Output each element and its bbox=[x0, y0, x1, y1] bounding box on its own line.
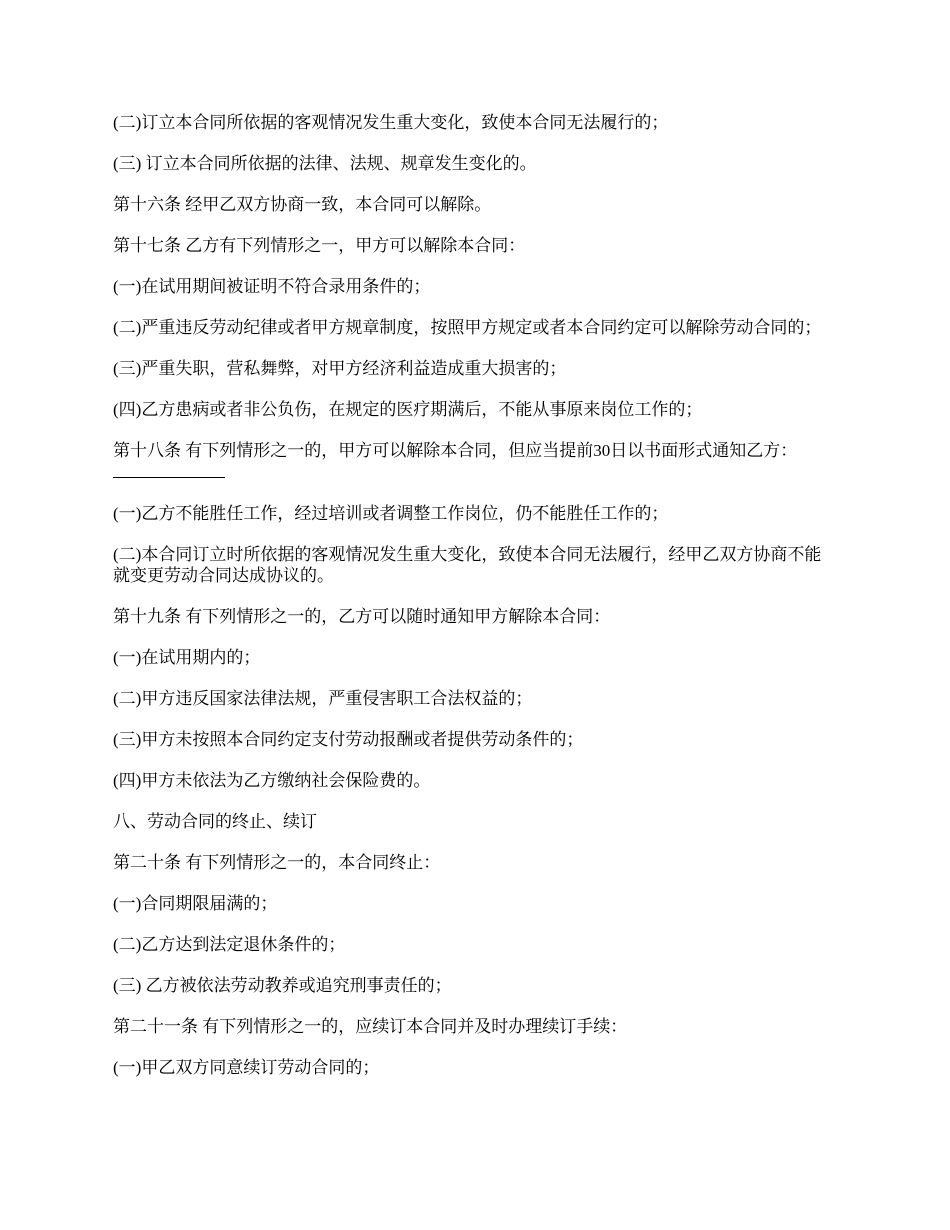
clause-paragraph: (二)严重违反劳动纪律或者甲方规章制度，按照甲方规定或者本合同约定可以解除劳动合同的； bbox=[113, 318, 822, 337]
article-19: 第十九条 有下列情形之一的，乙方可以随时通知甲方解除本合同： bbox=[113, 607, 611, 626]
clause-paragraph: (一)在试用期内的； bbox=[113, 648, 261, 667]
clause-paragraph: (三) 乙方被依法劳动教养或追究刑事责任的； bbox=[113, 976, 452, 995]
article-16: 第十六条 经甲乙双方协商一致，本合同可以解除。 bbox=[113, 195, 492, 214]
clause-paragraph: (二)本合同订立时所依据的客观情况发生重大变化，致使本合同无法履行，经甲乙双方协商不能就变更劳动合同达成协议的。 bbox=[113, 545, 822, 585]
clause-paragraph: (一)合同期限届满的； bbox=[113, 894, 278, 913]
clause-paragraph: (一)乙方不能胜任工作，经过培训或者调整工作岗位，仍不能胜任工作的； bbox=[113, 504, 669, 523]
fill-in-blank bbox=[113, 461, 225, 478]
clause-paragraph: (一)甲乙双方同意续订劳动合同的； bbox=[113, 1058, 380, 1077]
article-17: 第十七条 乙方有下列情形之一，甲方可以解除本合同： bbox=[113, 236, 526, 255]
clause-paragraph: (三) 订立本合同所依据的法律、法规、规章发生变化的。 bbox=[113, 154, 537, 173]
article-18 bbox=[113, 440, 838, 483]
article-18-text: 第十八条 有下列情形之一的，甲方可以解除本合同，但应当提前30日以书面形式通知乙方： bbox=[113, 441, 798, 460]
section-heading: 八、劳动合同的终止、续订 bbox=[113, 812, 317, 831]
clause-paragraph: (四)乙方患病或者非公负伤，在规定的医疗期满后，不能从事原来岗位工作的； bbox=[113, 400, 703, 419]
article-20: 第二十条 有下列情形之一的，本合同终止： bbox=[113, 853, 441, 872]
document-page bbox=[113, 112, 838, 1098]
clause-paragraph: (二)订立本合同所依据的客观情况发生重大变化，致使本合同无法履行的； bbox=[113, 113, 669, 132]
clause-paragraph: (三)严重失职，营私舞弊，对甲方经济利益造成重大损害的； bbox=[113, 359, 567, 378]
clause-paragraph: (三)甲方未按照本合同约定支付劳动报酬或者提供劳动条件的； bbox=[113, 730, 584, 749]
clause-paragraph: (二)甲方违反国家法律法规，严重侵害职工合法权益的； bbox=[113, 689, 533, 708]
article-21: 第二十一条 有下列情形之一的，应续订本合同并及时办理续订手续： bbox=[113, 1017, 628, 1036]
clause-paragraph: (二)乙方达到法定退休条件的； bbox=[113, 935, 346, 954]
clause-paragraph: (一)在试用期间被证明不符合录用条件的； bbox=[113, 277, 431, 296]
clause-paragraph: (四)甲方未依法为乙方缴纳社会保险费的。 bbox=[113, 771, 431, 790]
